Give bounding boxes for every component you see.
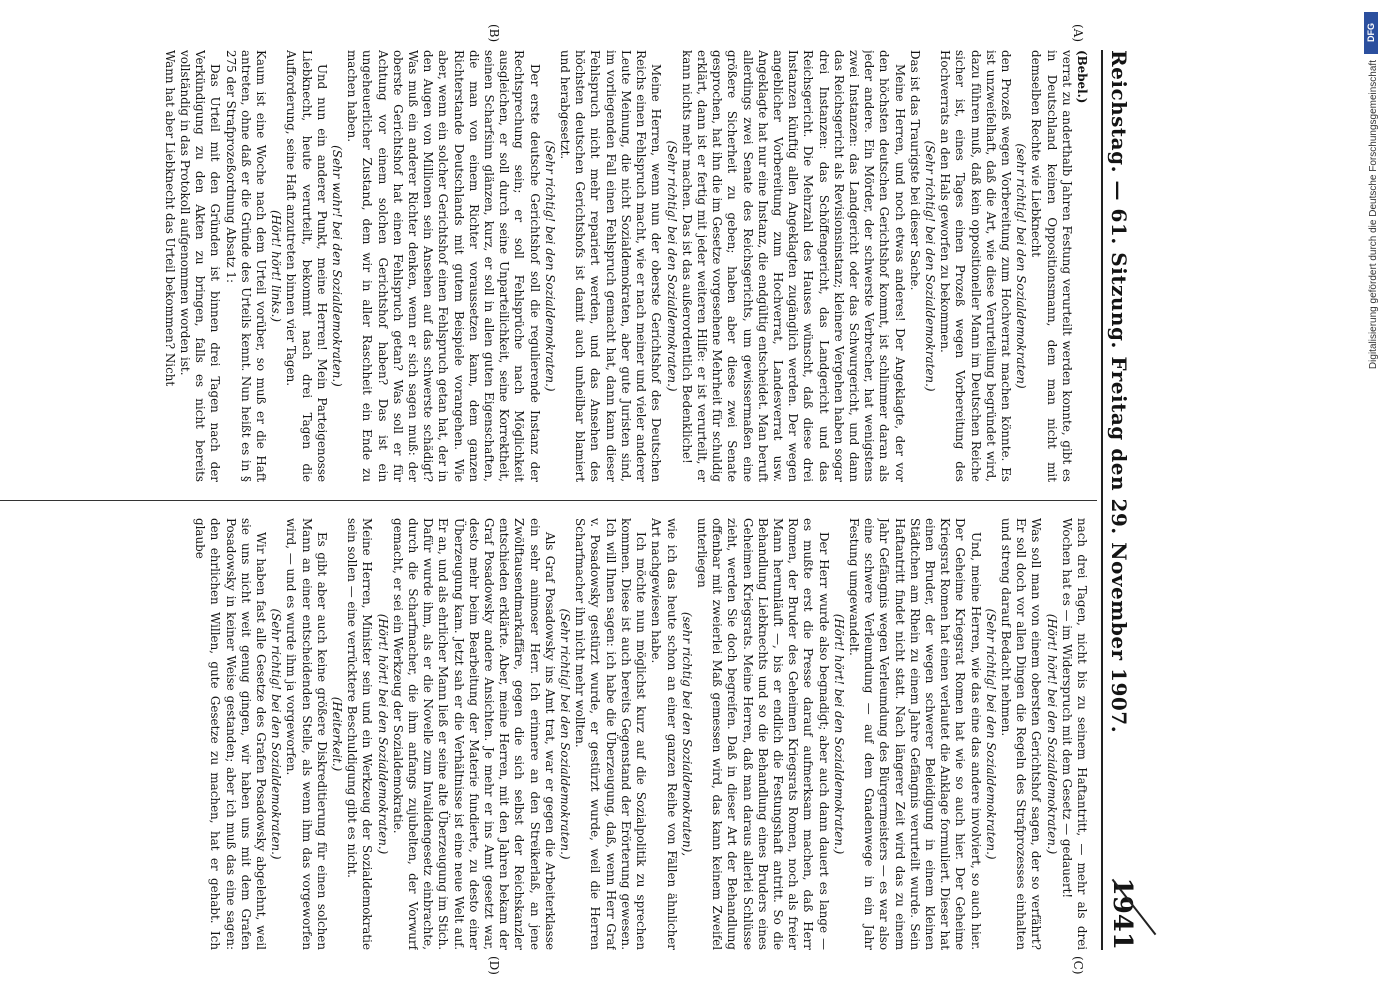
right-column-paragraph: (Sehr richtig! bei den Sozialdemokraten.) [269,608,284,860]
left-column-paragraph: (Hört! hört! links.) [269,209,284,322]
left-column-paragraph: verrat zu anderthalb Jahren Festung verurteilt werden konnte, gibt es in Deutschland keinen Oppositionsmann, dem man nicht mit demselben Rechte wie Liebknecht [1029,50,1074,482]
left-column-paragraph: Kaum ist eine Woche nach dem Urteil vorüber, so muß er die Haft antreten, ohne daß er die Gründe des Urteils kennt. Nun heißt es in § 275 der Strafprozeßordnung Absatz 1: [223,50,269,482]
header-title: Reichstag. — 61. Sitzung. Freitag den 29. November 1907. [1107,50,1131,734]
side-credit-wrap [1368,60,1379,369]
left-column-paragraph: Meine Herren, und noch etwas anderes! Der Angeklagte, der vor den höchsten deutschen Gerichtshof kommt, ist schlimmer daran als jeder andere. Ein Mörder, der schwerste Verbrecher, hat wenigstens zwei Instanzen: das Landgericht oder das Schwurgericht, und dann das Reichsgericht als Revisionsinstanz; kleinere Vergehen haben sogar drei Instanzen: das Schöffengericht, das Landgericht und das Reichsgericht. Die Mehrzahl des Hauses wünscht, daß diese drei Instanzen künftig allen Angeklagten zugänglich werden. Der wegen angeblicher Vorbereitung zum Hochverrat, Landesverrat usw. Angeklagte hat nur eine Instanz, die endgültig entscheidet. Man beruft allerdings zwei Senate des Reichsgerichts, um gewissermaßen eine größere Sicherheit zu geben; haben aber diese zwei Senate gesprochen, hat ihn die im Gesetze vorgesehene Mehrheit für schuldig erklärt, dann ist er fertig mit jeder weiteren Hilfe: er ist verurteilt, er kann nichts mehr machen. Das ist das außerordentlich Bedenkliche! [679,50,907,482]
right-column-paragraph: (sehr richtig bei den Sozialdemokraten), [679,611,694,857]
page-number-text: 1941 [1107,877,1137,950]
column-divider [0,500,1097,501]
right-column-paragraph: Und, meine Herren, wie das eine das andere involviert, so auch hier. Der Geheime Kriegsrat Romen hat wie so auch hier. Der Geheime Kriegsrat Romen hat einen verlautet die Anklage formuliert. Dieser hat einen Bruder, der wegen schwerer Beleidigung in einem kleinen Städtchen am Rhein zu einem Jahre Gefängnis verurteilt wurde. Sein Haftantritt findet nicht statt. Nach längerer Zeit wird das zu einem Jahr Gefängnis wegen Verleumdung des Bürgermeisters — es war also eine schwere Verleumdung — auf dem Gnadenwege in ein Jahr Festung umgewandelt. [846,518,983,950]
right-column-paragraph: wie ich das heute schon an einer ganzen Reihe von Fällen ähnlicher Art nachgewiesen habe. [649,518,679,950]
right-column-paragraph: Es gibt aber auch keine größere Diskreditierung für einen solchen Mann an einer entscheidenden Stelle, als wenn ihm das vorgeworfen wird, — und es wurde ihm ja vorgeworfen. [284,518,329,950]
rotated-newspaper-page [0,24,1141,975]
left-column-paragraph: (Sehr wahr! bei den Sozialdemokraten.) [330,145,345,387]
right-text-column [0,518,1089,950]
left-column-paragraph: den Prozeß wegen Vorbereitung zum Hochverrat machen könnte. Es ist unzweifelhaft, daß die Art, wie diese Verurteilung begründet wird, dazu führen muß, daß kein oppositioneller Mann im Deutschen Reiche sicher ist, eines Tages einen Prozeß wegen Vorbereitung des Hochverrats an den Hals geworfen zu bekommen. [938,50,1013,482]
margin-mark-c: (C) [1071,956,1085,975]
left-column-paragraph: (Sehr richtig! bei den Sozialdemokraten.) [922,140,937,392]
right-column-paragraph: Was soll man von einem obersten Gerichtshof sagen, der so verfährt? Er soll doch vor allen Dingen die Regeln des Strafprozesses einhalten und streng darauf Bedacht nehmen. [998,518,1044,950]
left-column-paragraph: (Bebel.) [1075,50,1089,104]
left-column-paragraph: Der erste deutsche Gerichtshof soll die regulierende Instanz der Rechtsprechung sein; er soll Fehlsprüche nach Möglichkeit ausgleichen, er soll durch seine Unparteilichkeit, seine Korrektheit, seinen Scharfsinn glänzen, kurz, er soll in allen guten Eigenschaften, die man von einem Richter voraussetzen kann, dem ganzen Richterstande Deutschlands mit gutem Beispiele vorangehen. Wie aber, wenn ein solcher Gerichtshof einen Fehlspruch getan hat, der in den Augen von Millionen sein Ansehen auf das schwerste schädigt? Was muß ein anderer Richter denken, wenn er sich sagen muß: der oberste Gerichtshof hat einen Fehlspruch getan? Was soll er für Achtung vor einem solchen Gerichtshof haben? Das ist ein ungeheuerlicher Zustand, dem wir in aller Raschheit ein Ende zu machen haben. [345,50,542,482]
right-column-paragraph: nach drei Tagen, nicht bis zu seinem Haftantritt, — mehr als drei Wochen hat es — im Widerspruch mit dem Gesetz — gedauert! [1059,518,1089,950]
left-column-paragraph: (sehr richtig! bei den Sozialdemokraten) [1014,143,1029,389]
right-column-paragraph: Ich möchte nun möglichst kurz auf die Sozialpolitik zu sprechen kommen. Diese ist auch bereits Gegenstand der Erörterung gewesen. Ich will Ihnen sagen: ich habe die Überzeugung, daß, wenn Herr Graf v. Posadowsky gestürzt wurde, er gestürzt wurde, weil die Herren Scharfmacher ihn nicht mehr wollten. [573,518,649,950]
right-column-paragraph: (Hört! hört! bei den Sozialdemokraten.) [1044,613,1059,855]
digitization-credit: Digitalisierung gefördert durch die Deutsche Forschungsgemeinschaft [1368,60,1379,370]
left-column-paragraph: Meine Herren, wenn nun der oberste Gerichtshof des Deutschen Reichs einen Fehlspruch macht, wie er nach meiner und vieler anderer Leute Meinung, die nicht Sozialdemokraten, aber gute Juristen sind, im vorliegenden Fall einen Fehlspruch gemacht hat, dann kann dieser Fehlspruch nicht mehr repariert werden, und das Ansehen des höchsten deutschen Gerichtshofs ist damit auch unheilbar blamiert und herabgesetzt. [558,50,664,482]
right-column-paragraph: Wir haben fast alle Gesetze des Grafen Posadowsky abgelehnt, weil sie uns nicht weit genug gingen, wir haben uns mit dem Grafen Posadowsky in keiner Weise gestanden; aber ich muß das eine sagen: den ehrlichen Willen, gute Gesetze zu machen, hat er gehabt. Ich glaube [193,518,269,950]
left-column-paragraph: (Sehr richtig! bei den Sozialdemokraten.) [542,140,557,392]
right-column-paragraph: (Sehr richtig! bei den Sozialdemokraten.) [558,608,573,860]
right-column-paragraph: (Sehr richtig! bei den Sozialdemokraten.) [983,608,998,860]
margin-mark-d: (D) [487,956,501,975]
right-column-paragraph: (Hört! hört! bei den Sozialdemokraten.) [831,613,846,855]
left-column-paragraph: Wann hat aber Liebknecht das Urteil bekommen? Nicht [162,50,177,387]
left-column-paragraph: Das ist das Traurigste bei dieser Sache. [907,50,922,291]
right-column-paragraph: Meine Herren, Minister sein und ein Werkzeug der Sozialdemokratie sein sollen — eine verrücktere Beschuldigung gibt es nicht. [345,518,375,950]
right-column-paragraph: (Hört! hört! bei den Sozialdemokraten.) [375,613,390,855]
right-column-paragraph: Als Graf Posadowsky ins Amt trat, war er gegen die Arbeiterklasse ein sehr animoser Herr. Ich erinnere an den Streikerlaß, an jene Zwölftausendmarkaffäre, gegen die sich selbst der Reichskanzler entschieden erklärte. Aber, meine Herren, mit den Jahren bekam der Graf Posadowsky andere Ansichten. Je mehr er ins Amt gesetzt war, desto mehr beim Bearbeitung der Materie fundierte, zu desto einer Überzeugung kam. Jetzt sah er die Verhältnisse ist eine neue Welt auf. Er an, und als ehrlicher Mann ließ er seine alte Überzeugung im Stich. Dafür wurde ihm, als er die Novelle zum Invalidengesetz einbrachte, durch die Scharfmacher, die ihm anfangs zujubelten, der Vorwurf gemacht, er sei ein Werkzeug der Sozialdemokratie. [390,518,557,950]
left-column-paragraph: Das Urteil mit den Gründen ist binnen drei Tagen nach der Verkündigung zu den Akten zu bringen, falls es nicht bereits vollständig in das Protokoll aufgenommen worden ist. [178,50,223,482]
margin-mark-b: (B) [487,24,501,43]
margin-mark-a: (A) [1071,24,1085,43]
left-text-column [0,50,1089,482]
dfg-logo: DFG [1364,12,1378,54]
left-column-paragraph: Und nun ein anderer Punkt, meine Herren! Mein Parteigenosse Liebknecht, heute verurteilt, bekommt nach drei Tagen die Aufforderung, seine Haft anzutreten binnen vier Tagen. [284,50,329,482]
page-header [1101,50,1141,950]
right-column-paragraph: (Heiterkeit.) [330,696,345,772]
right-column-paragraph: Der Herr wurde also begnadigt; aber auch dann dauert es lange — es mußte erst die Presse darauf aufmerksam machen, daß Herr Romen, der Bruder des Geheimen Kriegsrats Romen, noch als freier Mann herumläuft —, bis er endlich die Festungshaft antritt. So die Behandlung Liebknechts und so die Behandlung eines Bruders eines Geheimen Kriegsrats. Meine Herren, daß man daraus allerlei Schlüsse zieht, werden Sie doch begreifen. Daß in dieser Art der Behandlung offenbar mit zweierlei Maß gemessen wird, das kann keinem Zweifel unterliegen [694,518,831,950]
page-number [1107,878,1137,950]
left-column-paragraph: (Sehr richtig! bei den Sozialdemokraten.) [664,140,679,392]
